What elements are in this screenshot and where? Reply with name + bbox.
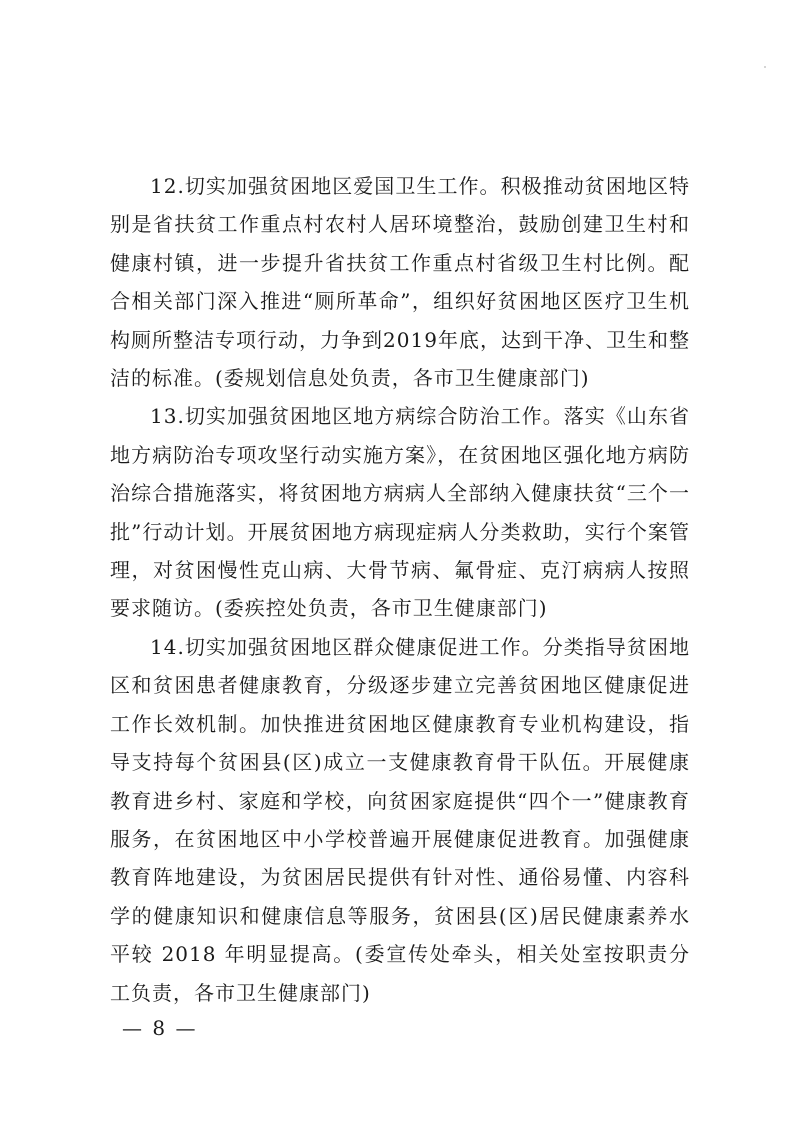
document-body — [110, 167, 690, 1012]
paragraph-item-13: 13.切实加强贫困地区地方病综合防治工作。落实《山东省地方病防治专项攻坚行动实施方案》，在贫困地区强化地方病防治综合措施落实，将贫困地方病病人全部纳入健康扶贫“三个一批”行动计划。开展贫困地方病现症病人分类救助，实行个案管理，对贫困慢性克山病、大骨节病、氟骨症、克汀病病人按照要求随访。(委疾控处负责，各市卫生健康部门) — [110, 404, 690, 621]
paragraph-item-14: 14.切实加强贫困地区群众健康促进工作。分类指导贫困地区和贫困患者健康教育，分级逐步建立完善贫困地区健康促进工作长效机制。加快推进贫困地区健康教育专业机构建设，指导支持每个贫困县(区)成立一支健康教育骨干队伍。开展健康教育进乡村、家庭和学校，向贫困家庭提供“四个一”健康教育服务，在贫困地区中小学校普遍开展健康促进教育。加强健康教育阵地建设，为贫困居民提供有针对性、通俗易懂、内容科学的健康知识和健康信息等服务，贫困县(区)居民健康素养水平较 2018 年明显提高。(委宣传处牵头，相关处室按职责分工负责，各市卫生健康部门) — [110, 634, 690, 1005]
page-number: — 8 — — [122, 1016, 198, 1040]
paragraph-item-12: 12.切实加强贫困地区爱国卫生工作。积极推动贫困地区特别是省扶贫工作重点村农村人居环境整治，鼓励创建卫生村和健康村镇，进一步提升省扶贫工作重点村省级卫生村比例。配合相关部门深入推进“厕所革命”，组织好贫困地区医疗卫生机构厕所整洁专项行动，力争到2019年底，达到干净、卫生和整洁的标准。(委规划信息处负责，各市卫生健康部门) — [110, 174, 690, 391]
scan-speck — [764, 66, 766, 68]
